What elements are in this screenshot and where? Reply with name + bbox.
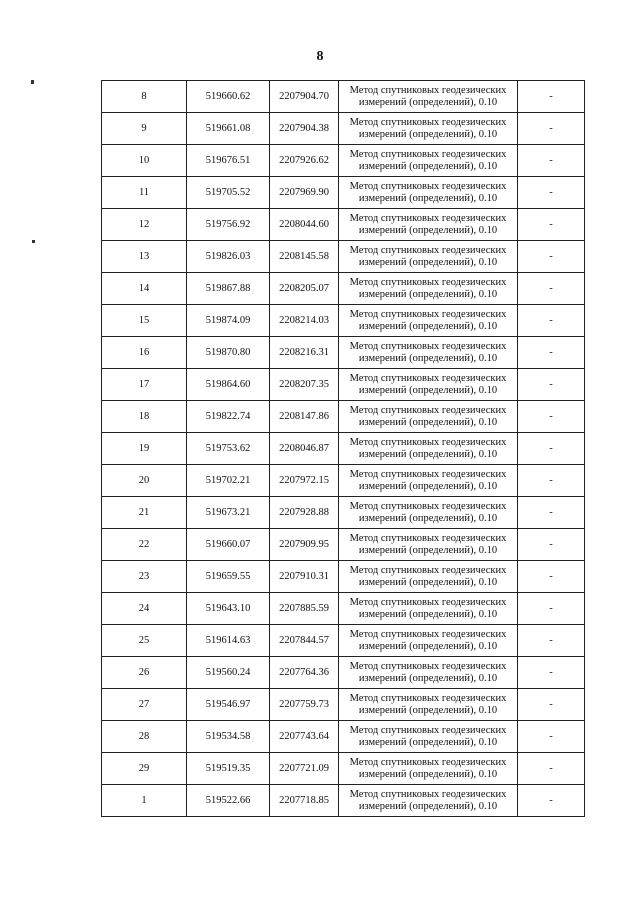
y-coordinate-cell: 2207904.70 (270, 81, 339, 113)
table-row (102, 369, 585, 401)
point-number-cell: 11 (102, 177, 187, 209)
method-accuracy-cell: Метод спутниковых геодезических измерений (определений), 0.10 (339, 433, 518, 465)
y-coordinate-cell: 2207926.62 (270, 145, 339, 177)
point-number-cell: 17 (102, 369, 187, 401)
x-coordinate-cell: 519705.52 (187, 177, 270, 209)
point-number-cell: 12 (102, 209, 187, 241)
point-number-cell: 1 (102, 785, 187, 817)
method-accuracy-cell: Метод спутниковых геодезических измерений (определений), 0.10 (339, 369, 518, 401)
point-number-cell: 21 (102, 497, 187, 529)
table-row (102, 689, 585, 721)
method-accuracy-cell: Метод спутниковых геодезических измерений (определений), 0.10 (339, 305, 518, 337)
description-cell: - (518, 369, 585, 401)
y-coordinate-cell: 2207928.88 (270, 497, 339, 529)
coordinates-table (101, 80, 585, 817)
x-coordinate-cell: 519661.08 (187, 113, 270, 145)
x-coordinate-cell: 519660.07 (187, 529, 270, 561)
y-coordinate-cell: 2208207.35 (270, 369, 339, 401)
x-coordinate-cell: 519867.88 (187, 273, 270, 305)
description-cell: - (518, 241, 585, 273)
x-coordinate-cell: 519673.21 (187, 497, 270, 529)
method-accuracy-cell: Метод спутниковых геодезических измерений (определений), 0.10 (339, 337, 518, 369)
y-coordinate-cell: 2208044.60 (270, 209, 339, 241)
coordinates-table-body (102, 81, 585, 817)
table-row (102, 145, 585, 177)
point-number-cell: 20 (102, 465, 187, 497)
scan-artifact (31, 80, 34, 84)
y-coordinate-cell: 2208216.31 (270, 337, 339, 369)
table-row (102, 433, 585, 465)
description-cell: - (518, 401, 585, 433)
table-row (102, 785, 585, 817)
y-coordinate-cell: 2207909.95 (270, 529, 339, 561)
point-number-cell: 28 (102, 721, 187, 753)
y-coordinate-cell: 2208147.86 (270, 401, 339, 433)
x-coordinate-cell: 519874.09 (187, 305, 270, 337)
method-accuracy-cell: Метод спутниковых геодезических измерений (определений), 0.10 (339, 721, 518, 753)
x-coordinate-cell: 519614.63 (187, 625, 270, 657)
point-number-cell: 23 (102, 561, 187, 593)
description-cell: - (518, 721, 585, 753)
point-number-cell: 18 (102, 401, 187, 433)
x-coordinate-cell: 519702.21 (187, 465, 270, 497)
y-coordinate-cell: 2207721.09 (270, 753, 339, 785)
table-row (102, 337, 585, 369)
point-number-cell: 14 (102, 273, 187, 305)
method-accuracy-cell: Метод спутниковых геодезических измерений (определений), 0.10 (339, 465, 518, 497)
y-coordinate-cell: 2207743.64 (270, 721, 339, 753)
table-row (102, 273, 585, 305)
table-row (102, 177, 585, 209)
point-number-cell: 29 (102, 753, 187, 785)
method-accuracy-cell: Метод спутниковых геодезических измерений (определений), 0.10 (339, 657, 518, 689)
y-coordinate-cell: 2207764.36 (270, 657, 339, 689)
table-row (102, 529, 585, 561)
description-cell: - (518, 177, 585, 209)
point-number-cell: 27 (102, 689, 187, 721)
point-number-cell: 19 (102, 433, 187, 465)
y-coordinate-cell: 2208214.03 (270, 305, 339, 337)
method-accuracy-cell: Метод спутниковых геодезических измерений (определений), 0.10 (339, 785, 518, 817)
table-row (102, 241, 585, 273)
point-number-cell: 8 (102, 81, 187, 113)
description-cell: - (518, 689, 585, 721)
method-accuracy-cell: Метод спутниковых геодезических измерений (определений), 0.10 (339, 593, 518, 625)
description-cell: - (518, 433, 585, 465)
table-row (102, 113, 585, 145)
table-row (102, 721, 585, 753)
method-accuracy-cell: Метод спутниковых геодезических измерений (определений), 0.10 (339, 401, 518, 433)
y-coordinate-cell: 2207885.59 (270, 593, 339, 625)
method-accuracy-cell: Метод спутниковых геодезических измерений (определений), 0.10 (339, 81, 518, 113)
description-cell: - (518, 625, 585, 657)
method-accuracy-cell: Метод спутниковых геодезических измерений (определений), 0.10 (339, 241, 518, 273)
description-cell: - (518, 209, 585, 241)
x-coordinate-cell: 519519.35 (187, 753, 270, 785)
method-accuracy-cell: Метод спутниковых геодезических измерений (определений), 0.10 (339, 561, 518, 593)
method-accuracy-cell: Метод спутниковых геодезических измерений (определений), 0.10 (339, 689, 518, 721)
y-coordinate-cell: 2207969.90 (270, 177, 339, 209)
table-row (102, 305, 585, 337)
point-number-cell: 9 (102, 113, 187, 145)
table-row (102, 657, 585, 689)
point-number-cell: 22 (102, 529, 187, 561)
x-coordinate-cell: 519870.80 (187, 337, 270, 369)
point-number-cell: 24 (102, 593, 187, 625)
point-number-cell: 10 (102, 145, 187, 177)
description-cell: - (518, 785, 585, 817)
point-number-cell: 25 (102, 625, 187, 657)
x-coordinate-cell: 519546.97 (187, 689, 270, 721)
point-number-cell: 13 (102, 241, 187, 273)
description-cell: - (518, 561, 585, 593)
x-coordinate-cell: 519660.62 (187, 81, 270, 113)
y-coordinate-cell: 2207904.38 (270, 113, 339, 145)
description-cell: - (518, 81, 585, 113)
point-number-cell: 15 (102, 305, 187, 337)
x-coordinate-cell: 519676.51 (187, 145, 270, 177)
x-coordinate-cell: 519822.74 (187, 401, 270, 433)
scan-artifact (32, 240, 35, 243)
method-accuracy-cell: Метод спутниковых геодезических измерений (определений), 0.10 (339, 529, 518, 561)
method-accuracy-cell: Метод спутниковых геодезических измерений (определений), 0.10 (339, 209, 518, 241)
x-coordinate-cell: 519826.03 (187, 241, 270, 273)
method-accuracy-cell: Метод спутниковых геодезических измерений (определений), 0.10 (339, 753, 518, 785)
method-accuracy-cell: Метод спутниковых геодезических измерений (определений), 0.10 (339, 273, 518, 305)
description-cell: - (518, 497, 585, 529)
x-coordinate-cell: 519534.58 (187, 721, 270, 753)
description-cell: - (518, 337, 585, 369)
description-cell: - (518, 753, 585, 785)
table-row (102, 81, 585, 113)
x-coordinate-cell: 519659.55 (187, 561, 270, 593)
x-coordinate-cell: 519522.66 (187, 785, 270, 817)
y-coordinate-cell: 2207759.73 (270, 689, 339, 721)
method-accuracy-cell: Метод спутниковых геодезических измерений (определений), 0.10 (339, 145, 518, 177)
description-cell: - (518, 593, 585, 625)
description-cell: - (518, 657, 585, 689)
table-row (102, 561, 585, 593)
x-coordinate-cell: 519560.24 (187, 657, 270, 689)
x-coordinate-cell: 519753.62 (187, 433, 270, 465)
y-coordinate-cell: 2207718.85 (270, 785, 339, 817)
y-coordinate-cell: 2207910.31 (270, 561, 339, 593)
x-coordinate-cell: 519756.92 (187, 209, 270, 241)
table-row (102, 209, 585, 241)
description-cell: - (518, 305, 585, 337)
y-coordinate-cell: 2208046.87 (270, 433, 339, 465)
x-coordinate-cell: 519643.10 (187, 593, 270, 625)
table-row (102, 497, 585, 529)
y-coordinate-cell: 2207844.57 (270, 625, 339, 657)
table-row (102, 401, 585, 433)
description-cell: - (518, 465, 585, 497)
table-row (102, 625, 585, 657)
description-cell: - (518, 273, 585, 305)
y-coordinate-cell: 2207972.15 (270, 465, 339, 497)
y-coordinate-cell: 2208205.07 (270, 273, 339, 305)
method-accuracy-cell: Метод спутниковых геодезических измерений (определений), 0.10 (339, 625, 518, 657)
description-cell: - (518, 113, 585, 145)
page-number: 8 (316, 49, 324, 64)
description-cell: - (518, 145, 585, 177)
description-cell: - (518, 529, 585, 561)
point-number-cell: 16 (102, 337, 187, 369)
method-accuracy-cell: Метод спутниковых геодезических измерений (определений), 0.10 (339, 177, 518, 209)
table-row (102, 753, 585, 785)
table-row (102, 593, 585, 625)
method-accuracy-cell: Метод спутниковых геодезических измерений (определений), 0.10 (339, 497, 518, 529)
point-number-cell: 26 (102, 657, 187, 689)
method-accuracy-cell: Метод спутниковых геодезических измерений (определений), 0.10 (339, 113, 518, 145)
y-coordinate-cell: 2208145.58 (270, 241, 339, 273)
table-row (102, 465, 585, 497)
x-coordinate-cell: 519864.60 (187, 369, 270, 401)
